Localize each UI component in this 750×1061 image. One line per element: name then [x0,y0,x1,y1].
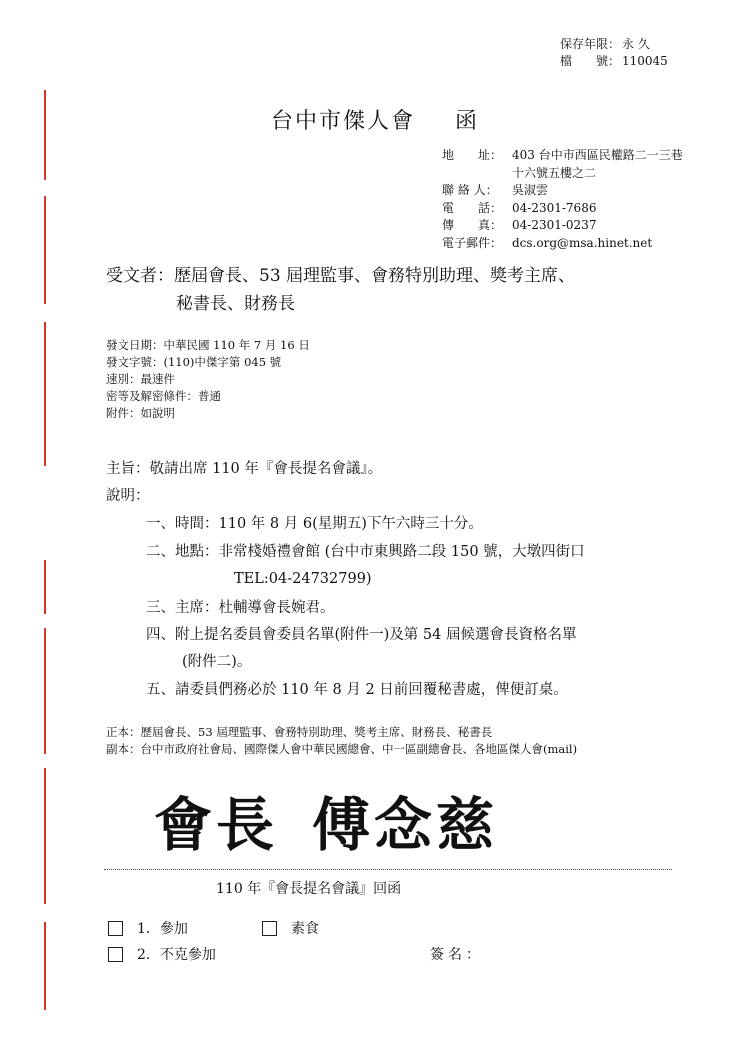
signature-title: 會長 [154,791,279,859]
option-attend-label: 1．參加 [137,921,188,937]
margin-line-6 [44,768,46,904]
file-number-label: 檔 號： [560,54,621,68]
reply-title: 110 年『會長提名會議』回函 [216,881,402,897]
checkbox-vegetarian[interactable] [262,921,277,936]
margin-line-7 [44,922,46,1010]
recipient-line-2: 秘書長、財務長 [176,294,295,314]
option-vegetarian-label: 素食 [291,921,319,937]
retention-value: 永 久 [622,37,650,51]
copy-recipients: 副本：台中市政府社會局、國際傑人會中華民國總會、中一區副總會長、各地區傑人會(mail) [106,742,578,756]
cut-line [104,869,672,870]
address-label: 地 址： [442,148,503,162]
org-name: 台中市傑人會 [270,109,415,134]
checkbox-attend[interactable] [108,921,123,936]
option-decline[interactable] [108,944,216,964]
margin-line-5 [44,628,46,754]
contact-person-label: 聯 絡 人： [442,183,498,197]
phone-value: 04-2301-7686 [512,200,597,215]
contact-person-value: 吳淑雲 [512,183,549,197]
issue-number: 發文字號：(110)中傑字第 045 號 [106,355,282,369]
doc-type: 函 [455,109,480,134]
option-vegetarian[interactable] [262,918,319,938]
subject: 主旨：敬請出席 110 年『會長提名會議』。 [106,461,383,477]
address-value-cont: 十六號五樓之二 [512,165,597,180]
signature-name: 傅念慈 [312,791,499,859]
speed: 速別：最速件 [106,372,175,386]
president-signature [154,790,498,860]
explain-item-5: 五、請委員們務必於 110 年 8 月 2 日前回覆秘書處，俾便訂桌。 [146,682,568,698]
attachment: 附件：如說明 [106,406,175,420]
security-level: 密等及解密條件：普通 [106,389,221,403]
checkbox-decline[interactable] [108,947,123,962]
original-recipients: 正本：歷屆會長、53 屆理監事、會務特別助理、獎考主席、財務長、秘書長 [106,725,493,739]
meta-block [106,337,310,422]
document-title [0,104,750,135]
explain-item-4: 四、附上提名委員會委員名單(附件一)及第 54 屆候選會長資格名單 [146,627,577,643]
signature-field-label: 簽名： [430,947,484,963]
contact-block [442,147,683,252]
email-value: dcs.org@msa.hinet.net [512,235,653,250]
explain-label: 說明： [106,488,150,504]
explain-item-3: 三、主席：杜輔導會長婉君。 [146,600,335,616]
retention-block [560,36,668,70]
recipient-block [106,262,575,318]
email-label: 電子郵件： [442,235,503,250]
fax-value: 04-2301-0237 [512,218,597,232]
option-attend[interactable] [108,918,188,938]
subject-block [106,456,382,510]
retention-label: 保存年限： [560,37,621,51]
explain-item-1: 一、時間：110 年 8 月 6(星期五)下午六時三十分。 [146,516,483,532]
margin-line-3 [44,322,46,466]
margin-line-2 [44,196,46,304]
recipient-line-1: 受文者：歷屆會長、53 屆理監事、會務特別助理、獎考主席、 [106,266,576,286]
file-number-value: 110045 [622,54,668,68]
explain-item-2: 二、地點：非常棧婚禮會館 (台中市東興路二段 150 號，大墩四街口 [146,544,585,560]
option-decline-label: 2．不克參加 [137,947,216,963]
phone-label: 電 話： [442,200,503,215]
explain-item-2-cont: TEL:04-24732799) [234,571,372,587]
fax-label: 傳 真： [442,218,503,232]
explain-item-4-cont: (附件二)。 [182,654,252,670]
issue-date: 發文日期：中華民國 110 年 7 月 16 日 [106,338,310,352]
address-value: 403 台中市西區民權路二一三巷 [512,148,683,162]
cc-block [106,724,577,758]
margin-line-4 [44,560,46,614]
